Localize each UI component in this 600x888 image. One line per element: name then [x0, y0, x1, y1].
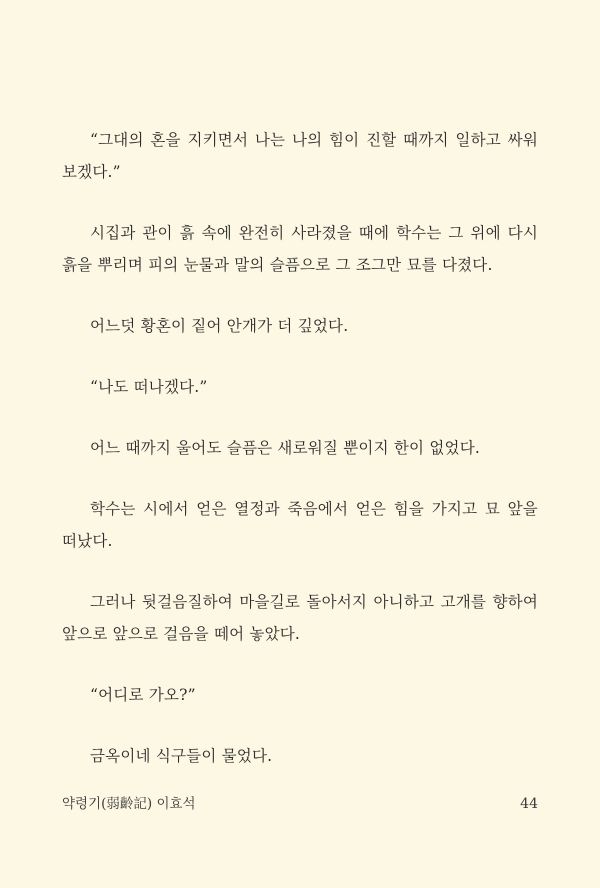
- paragraph: “나도 떠나겠다.”: [90, 378, 208, 396]
- paragraph: 그러나 뒷걸음질하여 마을길로 돌아서지 아니하고 고개를 향하여 앞으로 앞으로 걸음을 떼어 놓았다.: [62, 593, 538, 643]
- paragraph: 금옥이네 식구들이 물었다.: [90, 747, 273, 765]
- paragraph: “어디로 가오?”: [90, 686, 196, 704]
- paragraph: 어느 때까지 울어도 슬픔은 새로워질 뿐이지 한이 없었다.: [90, 439, 480, 457]
- footer-book-title: 약령기(弱齡記) 이효석: [62, 796, 196, 812]
- page-footer: [62, 792, 538, 814]
- body-text: [62, 124, 538, 772]
- paragraph: 어느덧 황혼이 짙어 안개가 더 깊었다.: [90, 317, 349, 335]
- page-number: 44: [520, 796, 538, 812]
- paragraph: 학수는 시에서 얻은 열정과 죽음에서 얻은 힘을 가지고 묘 앞을 떠났다.: [62, 500, 538, 550]
- paragraph: “그대의 혼을 지키면서 나는 나의 힘이 진할 때까지 일하고 싸워 보겠다.”: [62, 131, 538, 181]
- paragraph: 시집과 관이 흙 속에 완전히 사라졌을 때에 학수는 그 위에 다시 흙을 뿌리며 피의 눈물과 말의 슬픔으로 그 조그만 묘를 다졌다.: [62, 224, 538, 274]
